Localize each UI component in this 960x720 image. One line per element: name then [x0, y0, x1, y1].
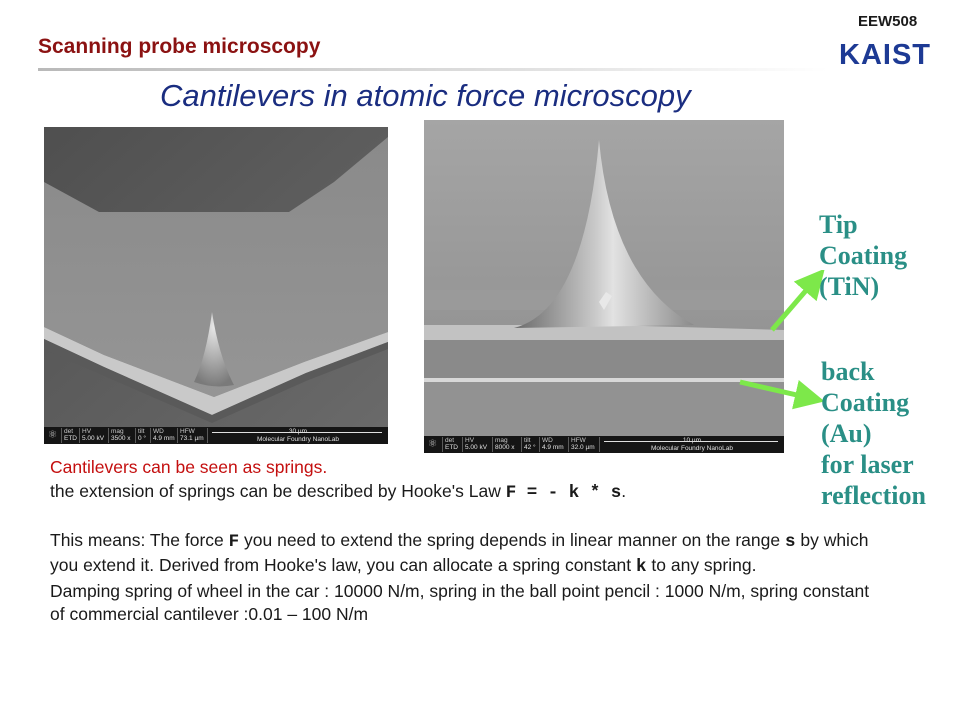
kaist-logo	[838, 37, 933, 71]
slide-title: Cantilevers in atomic force microscopy	[160, 78, 691, 113]
atom-logo-icon: ⚛	[427, 438, 438, 450]
info-hv: HV 5.00 kV	[462, 437, 487, 452]
info-wd: WD 4.9 mm	[539, 437, 564, 452]
kaist-logo-text: KAIST	[839, 39, 931, 71]
info-tilt: tilt 0 °	[135, 428, 146, 443]
sem-info-bar	[44, 427, 388, 444]
hooke-law-line: the extension of springs can be described by Hooke's Law F = - k * s.	[50, 480, 627, 503]
course-code: EEW508	[858, 13, 918, 30]
info-hfw: HFW 32.0 µm	[568, 437, 595, 452]
sem-image-cantilever-top	[44, 127, 388, 444]
sem-info-bar	[424, 436, 784, 453]
info-det: det ETD	[61, 428, 77, 443]
body-text	[50, 456, 880, 627]
spring-constants-paragraph: Damping spring of wheel in the car : 10000 N/m, spring in the ball point pencil : 1000 N/m, spring constant of commercial cantilever :0.01 – 100 N/m	[50, 580, 870, 624]
scale-bar: 30 µm Molecular Foundry NanoLab	[207, 428, 388, 443]
info-tilt: tilt 42 °	[521, 437, 536, 452]
info-mag: mag 8000 x	[492, 437, 515, 452]
header-divider	[38, 68, 828, 71]
info-mag: mag 3500 x	[108, 428, 131, 443]
arrow-to-tip	[772, 280, 815, 330]
atom-logo-icon: ⚛	[47, 429, 58, 441]
scale-bar: 10 µm Molecular Foundry NanoLab	[599, 437, 784, 452]
tip-coating-label: Tip Coating (TiN)	[819, 210, 908, 301]
info-hfw: HFW 73.1 µm	[177, 428, 204, 443]
annotation-arrows	[730, 270, 830, 410]
info-hv: HV 5.00 kV	[79, 428, 104, 443]
explanation-paragraph: This means: The force F you need to extend the spring depends in linear manner on the range s by which you extend it. Derived from Hooke's law, you can allocate a spring constant k to any spring.	[50, 529, 869, 577]
intro-line: Cantilevers can be seen as springs.	[50, 457, 328, 477]
info-det: det ETD	[442, 437, 458, 452]
section-title: Scanning probe microscopy	[38, 35, 321, 58]
info-wd: WD 4.9 mm	[150, 428, 175, 443]
back-coating-label: back Coating (Au) for laser reflection	[821, 357, 926, 510]
arrow-to-back	[740, 382, 810, 398]
